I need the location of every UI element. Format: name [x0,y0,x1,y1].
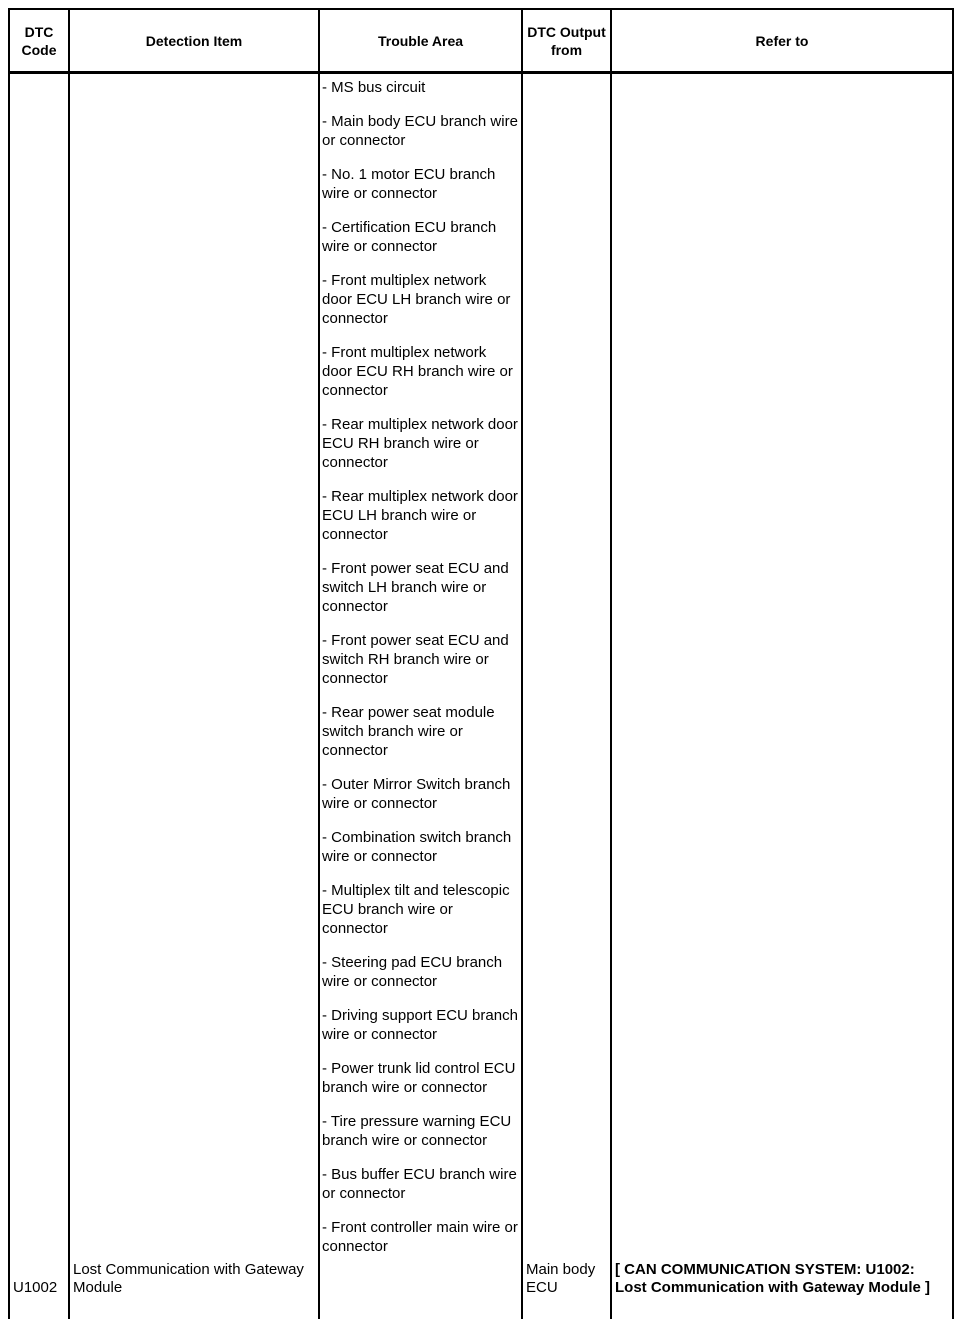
refer-to-link[interactable]: [ CAN COMMUNICATION SYSTEM: U1002: Lost Communication with Gateway Module ] [615,1261,931,1296]
trouble-area-item: - Front multiplex network door ECU LH branch wire or connector [322,272,511,327]
trouble-area-list [320,74,521,1256]
trouble-area-item: - Bus buffer ECU branch wire or connector [322,1166,517,1202]
trouble-area-item: - Front controller main wire or connector [322,1219,518,1255]
cell-detection-item [69,73,319,1320]
trouble-area-item: - Rear multiplex network door ECU LH branch wire or connector [322,488,518,543]
trouble-area-item: - Multiplex tilt and telescopic ECU branch wire or connector [322,882,510,937]
trouble-area-item: - Main body ECU branch wire or connector [322,113,518,149]
trouble-area-item: - Front power seat ECU and switch LH branch wire or connector [322,560,509,615]
header-detection-item: Detection Item [69,9,319,73]
trouble-area-item: - Front multiplex network door ECU RH branch wire or connector [322,344,513,399]
trouble-area-item: - Outer Mirror Switch branch wire or connector [322,776,511,812]
detection-item-text: Lost Communication with Gateway Module [73,1261,304,1296]
header-row [9,9,953,73]
trouble-area-item: - Driving support ECU branch wire or connector [322,1007,518,1043]
trouble-area-item: - Steering pad ECU branch wire or connector [322,954,503,990]
cell-trouble-area [319,73,522,1320]
cell-refer-to [611,73,953,1320]
dtc-output-text: Main body ECU [526,1261,596,1296]
trouble-area-item: - Rear power seat module switch branch wire or connector [322,704,495,759]
trouble-area-item: - Power trunk lid control ECU branch wire or connector [322,1060,516,1096]
trouble-area-item: - Rear multiplex network door ECU RH branch wire or connector [322,416,518,471]
trouble-area-item: - Front power seat ECU and switch RH branch wire or connector [322,632,509,687]
header-dtc-output: DTC Output from [522,9,611,73]
dtc-code-text: U1002 [13,1279,58,1296]
cell-dtc-output [522,73,611,1320]
header-dtc-code: DTC Code [9,9,69,73]
header-trouble-area: Trouble Area [319,9,522,73]
dtc-table [8,8,954,1319]
trouble-area-item: - Certification ECU branch wire or connector [322,219,497,255]
trouble-area-item: - No. 1 motor ECU branch wire or connector [322,166,496,202]
header-refer-to: Refer to [611,9,953,73]
trouble-area-item: - MS bus circuit [322,79,426,96]
cell-dtc-code [9,73,69,1320]
table-row [9,73,953,1320]
trouble-area-item: - Combination switch branch wire or connector [322,829,512,865]
trouble-area-item: - Tire pressure warning ECU branch wire or connector [322,1113,512,1149]
